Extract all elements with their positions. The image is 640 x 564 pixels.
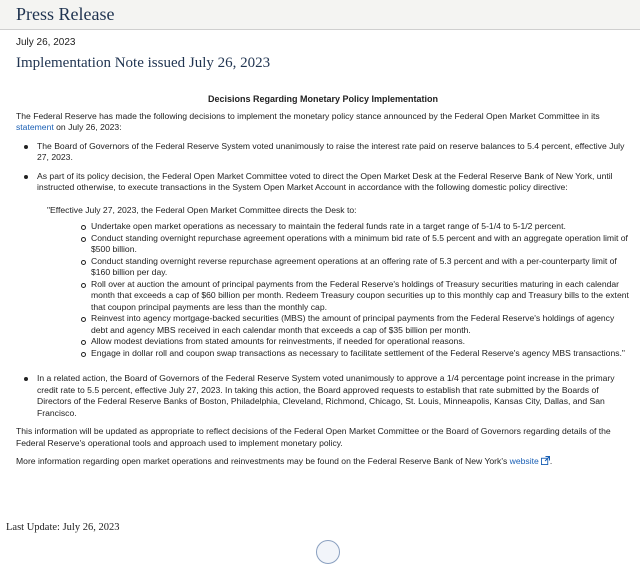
list-item — [16, 171, 630, 360]
intro-text: The Federal Reserve has made the following decisions to implement the monetary policy stance announced by the Federal Open Market Committee in its — [16, 110, 600, 121]
directive-lead-text: As part of its policy decision, the Federal Open Market Committee voted to direct the Open Market Desk at the Federal Reserve Bank of New York, until instructed otherwise, to execute transactions in the System Open Market Account in accordance with the following domestic policy directive: — [37, 170, 613, 192]
more-info-text-end: . — [549, 456, 553, 466]
external-link-icon — [541, 456, 553, 469]
reserve-balance-text: The Board of Governors of the Federal Reserve System voted unanimously to raise the interest rate paid on reserve balances to 5.4 percent, effective July 27, 2023. — [37, 140, 625, 162]
directive-list — [37, 221, 630, 359]
statement-link[interactable]: statement — [16, 122, 54, 132]
directive-item: Reinvest into agency mortgage-backed securities (MBS) the amount of principal payments from the Federal Reserve's holdings of agency debt and agency MBS received in each calendar month that exceeds a cap of $35 billion per month. — [37, 313, 630, 336]
directive-item: Engage in dollar roll and coupon swap transactions as necessary to facilitate settlement of the Federal Reserve's agency MBS transactions." — [37, 348, 630, 360]
directive-item: Allow modest deviations from stated amounts for reinvestments, if needed for operational reasons. — [37, 336, 630, 348]
article-title: Implementation Note issued July 26, 2023 — [16, 55, 271, 71]
page-title: Press Release — [16, 4, 115, 24]
list-item — [16, 141, 630, 164]
last-update: Last Update: July 26, 2023 — [6, 522, 120, 533]
primary-credit-text: In a related action, the Board of Governors of the Federal Reserve System voted unanimously to approve a 1/4 percentage point increase in the primary credit rate to 5.5 percent, effective July 27, 2023. In taking this action, the Board approved requests to establish that rate submitted by the Boards of Directors of the Federal Reserve Banks of Boston, Philadelphia, Cleveland, Richmond, Chicago, St. Louis, Minneapolis, Kansas City, Dallas, and San Francisco. — [37, 373, 615, 418]
directive-item: Roll over at auction the amount of principal payments from the Federal Reserve's holdings of Treasury securities maturing in each calendar month that exceeds a cap of $60 billion per month. Redeem Treasury coupon securities up to this monthly cap and Treasury bills to the extent that coupon principal payments are less than the monthly cap. — [37, 279, 630, 314]
intro-paragraph — [16, 111, 630, 134]
intro-text-end: on July 26, 2023: — [56, 122, 122, 132]
website-link[interactable] — [509, 456, 553, 466]
directive-intro: "Effective July 27, 2023, the Federal Open Market Committee directs the Desk to: — [47, 204, 357, 215]
decision-list — [16, 141, 630, 420]
more-info-text: More information regarding open market operations and reinvestments may be found on the Federal Reserve Bank of New York's — [16, 456, 508, 466]
update-note: This information will be updated as appropriate to reflect decisions of the Federal Open Market Committee or the Board of Governors regarding details of the Federal Reserve's operational tools and approach used to implement monetary policy. — [16, 426, 611, 448]
section-heading: Decisions Regarding Monetary Policy Implementation — [207, 94, 439, 104]
directive-item: Undertake open market operations as necessary to maintain the federal funds rate in a target range of 5-1/4 to 5-1/2 percent. — [37, 221, 630, 233]
more-info-paragraph — [16, 456, 630, 469]
directive-item: Conduct standing overnight reverse repurchase agreement operations at an offering rate of 5.3 percent and with a per-counterparty limit of $160 billion per day. — [37, 256, 630, 279]
header-bar — [0, 0, 640, 30]
directive-item: Conduct standing overnight repurchase agreement operations with a minimum bid rate of 5.5 percent and with an aggregate operation limit of $500 billion. — [37, 233, 630, 256]
list-item — [16, 373, 630, 419]
article-date: July 26, 2023 — [16, 37, 76, 48]
website-link-label: website — [509, 456, 539, 466]
article-body — [16, 94, 630, 469]
